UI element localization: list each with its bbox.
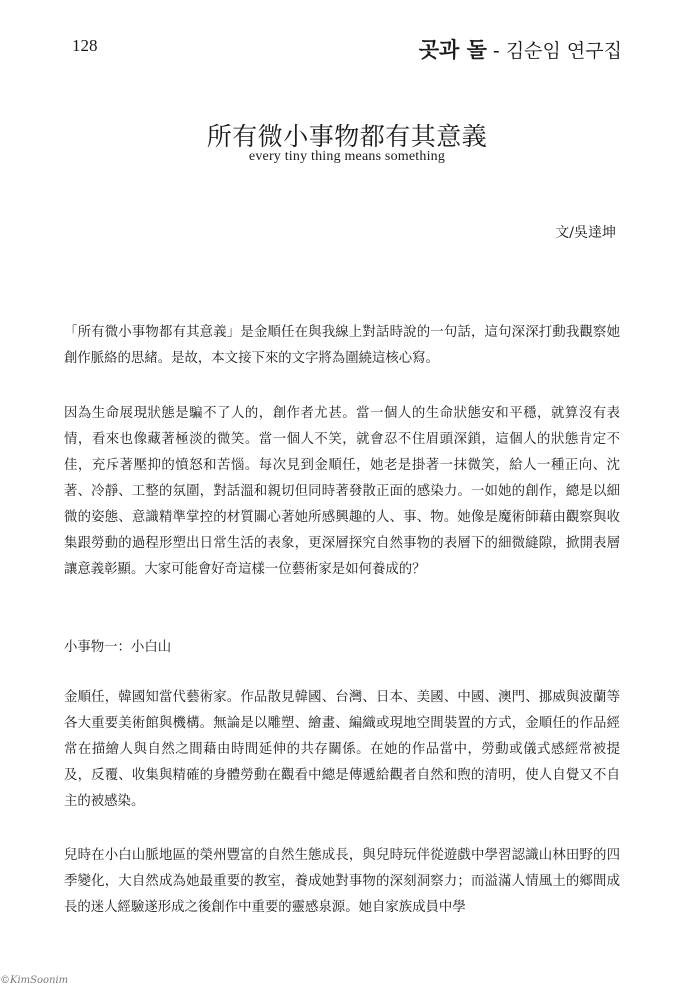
author-byline: 文/吳達坤 [555, 225, 616, 241]
body-paragraph: 兒時在小白山脈地區的榮州豐富的自然生態成長，與兒時玩伴從遊戲中學習認識山林田野的四季變化，大自然成為她最重要的教室，養成她對事物的深刻洞察力；而溢滿人情風土的鄉間成長的迷人經驗遂形成之後創作中重要的靈感泉源。她自家族成員中學 [64, 848, 620, 915]
body-paragraph: 因為生命展現狀態是騙不了人的，創作者尤甚。當一個人的生命狀態安和平穩，就算沒有表情，看來也像藏著極淡的微笑。當一個人不笑，就會忍不住眉頭深鎖，這個人的狀態肯定不佳，充斥著壓抑的憤怒和苦惱。每次見到金順任，她老是掛著一抹微笑，給人一種正向、沈著、冷靜、工整的氛圍，對話溫和親切但同時著發散正面的感染力。一如她的創作，總是以細微的姿態、意識精準掌控的材質關心著她所感興趣的人、事、物。她像是魔術師藉由觀察與收集跟勞動的過程形塑出日常生活的表象，更深層探究自然事物的表層下的細微縫隙，掀開表層讓意義彰顯。大家可能會好奇這樣一位藝術家是如何養成的？ [64, 406, 620, 577]
article-subtitle: every tiny thing means something [248, 149, 446, 164]
body-paragraph: 「所有微小事物都有其意義」是金順任在與我線上對話時說的一句話，這句深深打動我觀察她創作脈絡的思緒。是故，本文接下來的文字將為圍繞這核心寫。 [64, 325, 620, 366]
copyright-watermark: ©KimSoonim [0, 975, 69, 986]
article-title: 所有微小事物都有其意義 [206, 122, 488, 151]
section-heading: 小事物一：小白山 [64, 640, 172, 655]
journal-title: 곳과 돌 [418, 38, 487, 62]
page-number: 128 [72, 36, 98, 55]
journal-subtitle: 김순임 연구집 [505, 40, 622, 62]
body-paragraph: 金順任，韓國知當代藝術家。作品散見韓國、台灣、日本、美國、中國、澳門、挪威與波蘭等各大重要美術館與機構。無論是以雕塑、繪畫、編織或現地空間裝置的方式，金順任的作品經常在描繪人與自然之間藉由時間延伸的共存關係。在她的作品當中，勞動或儀式感經常被提及，反覆、收集與精確的身體勞動在觀看中總是傳遞給觀者自然和煦的清明，使人自覺又不自主的被感染。 [64, 690, 620, 809]
journal-separator: - [486, 40, 506, 62]
running-header [419, 34, 622, 64]
